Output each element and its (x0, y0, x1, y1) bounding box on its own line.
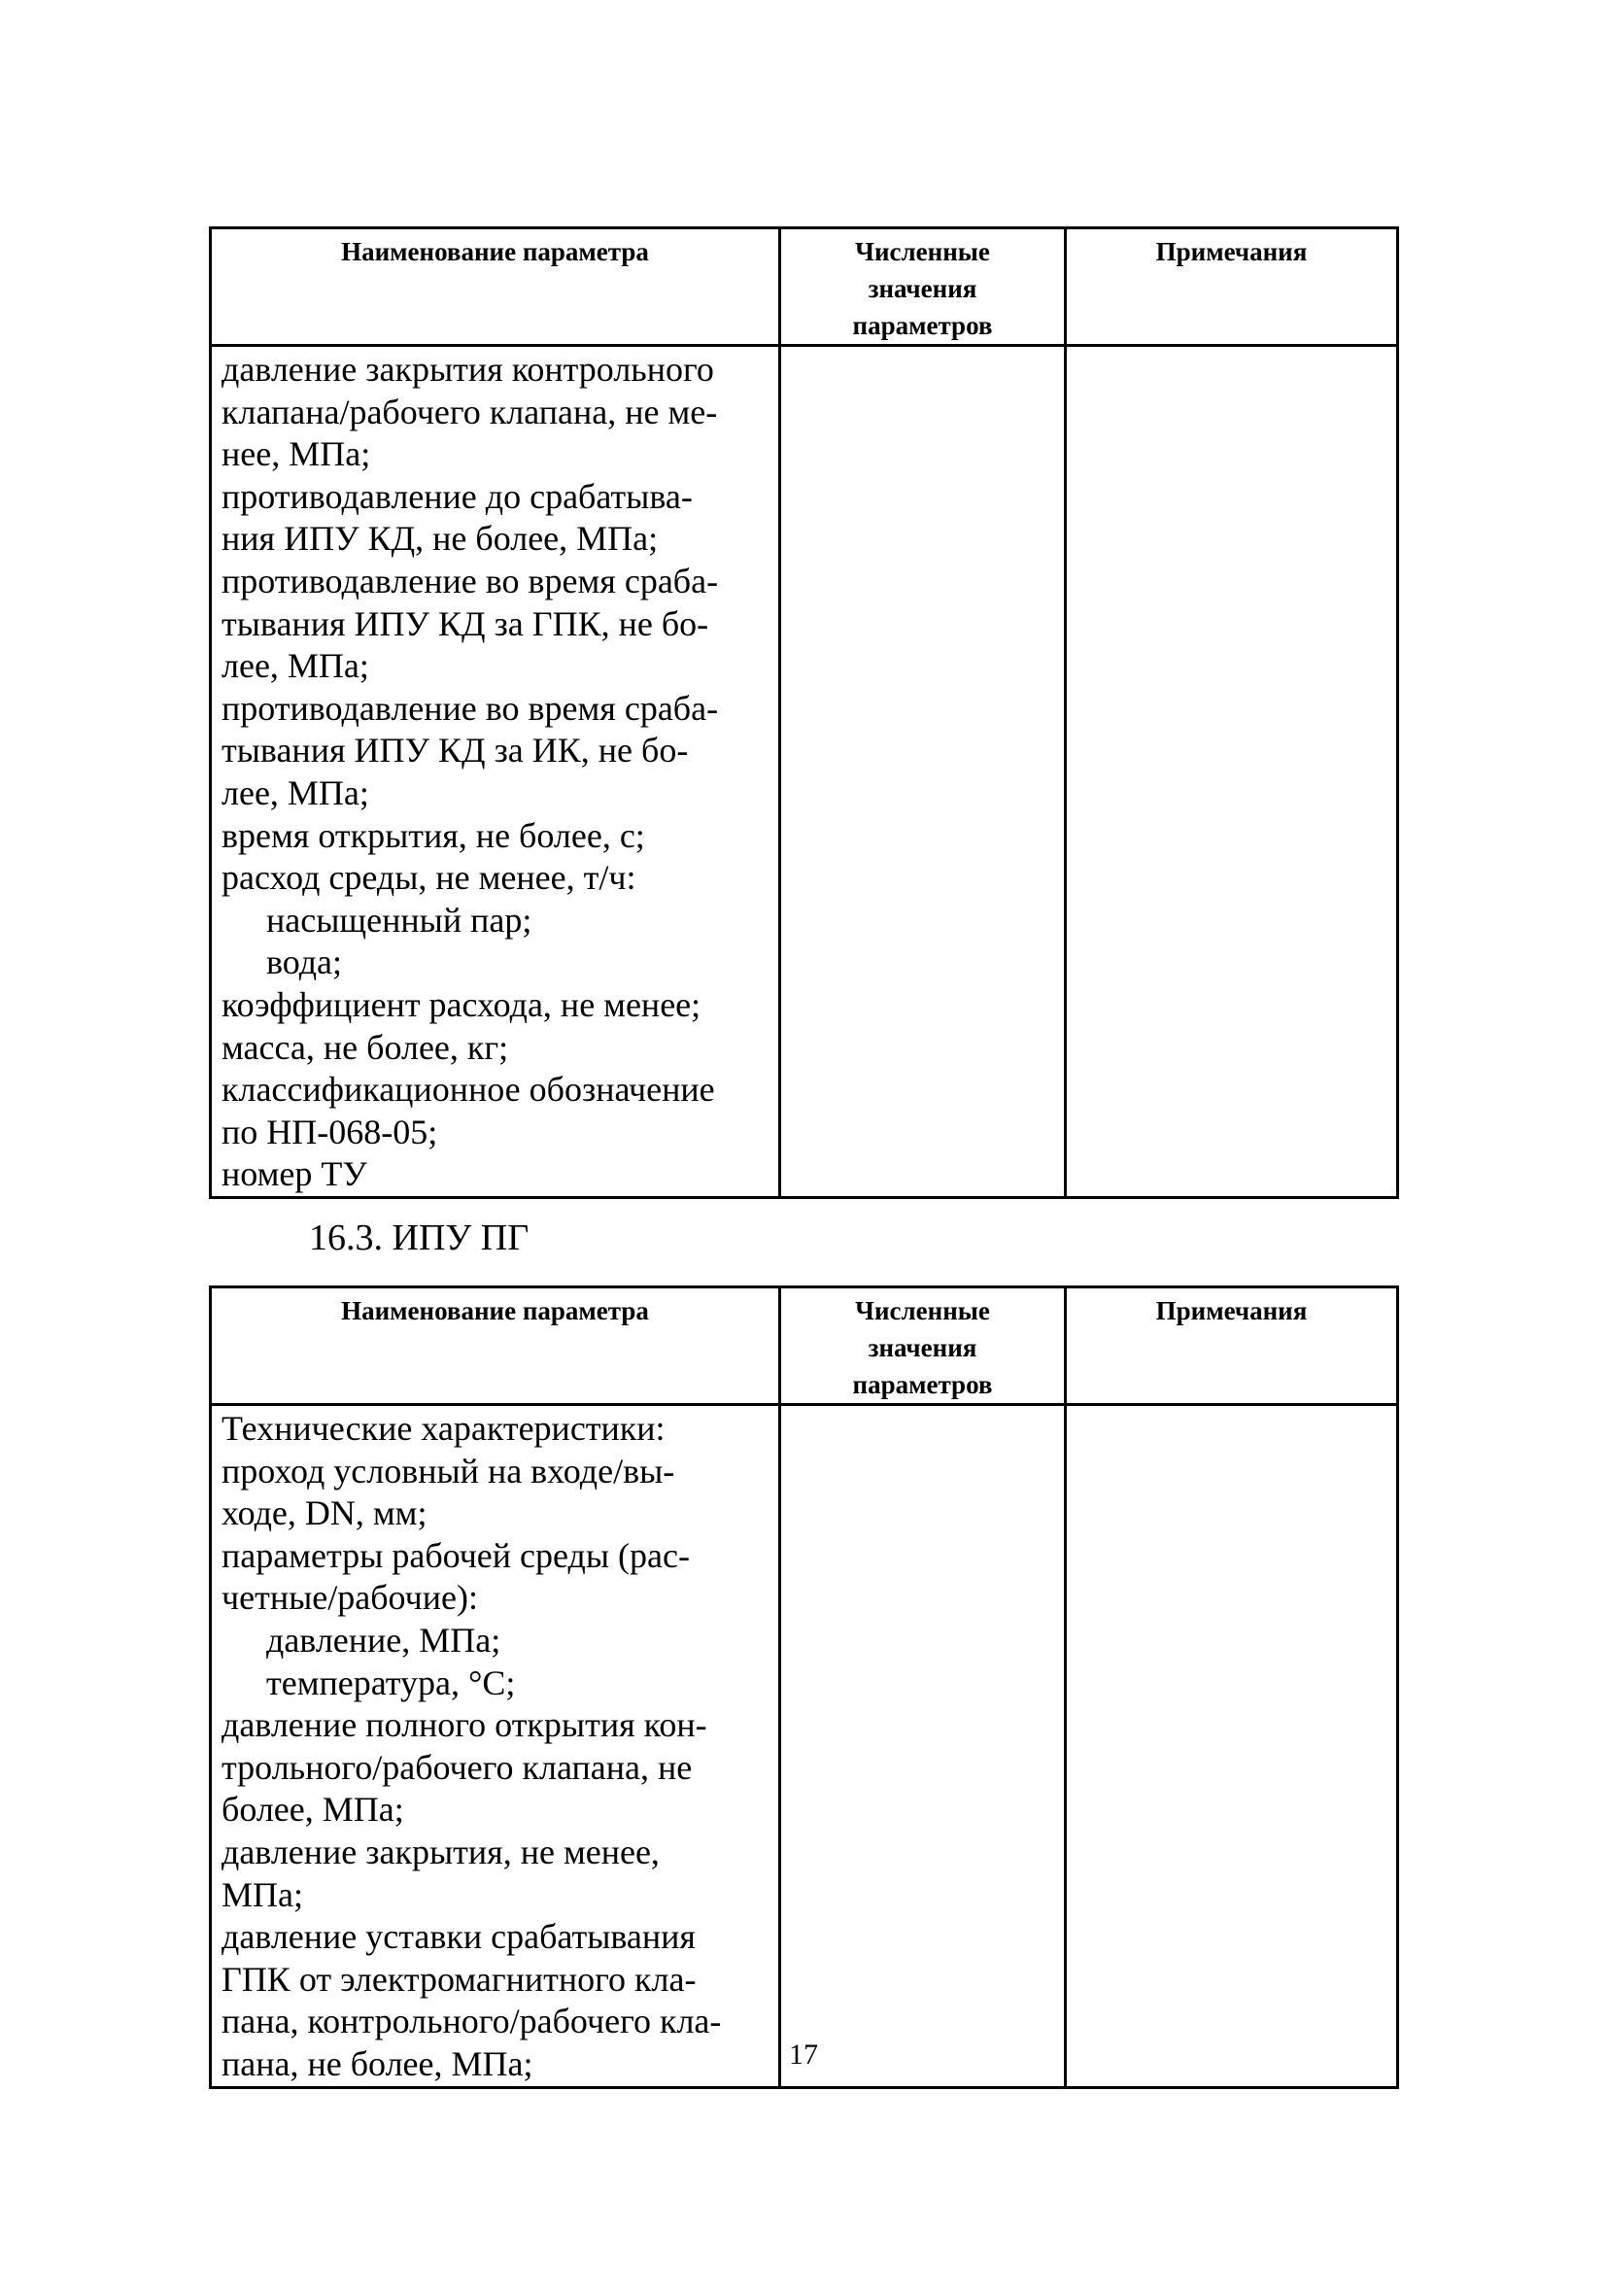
parameter-line: тывания ИПУ КД за ГПК, не бо- (222, 603, 709, 643)
header-name: Наименование параметра (211, 228, 780, 346)
parameter-line: четные/рабочие): (222, 1578, 478, 1618)
notes-cell (1066, 346, 1398, 1198)
parameters-table-2 (209, 1285, 1399, 2089)
parameter-line: проход условный на входе/вы- (222, 1451, 675, 1491)
parameter-line: противодавление во время сраба- (222, 561, 719, 600)
parameter-line: параметры рабочей среды (рас- (222, 1535, 690, 1575)
table-row (211, 1405, 1398, 2088)
header-values-line: значения (868, 1333, 977, 1362)
parameter-line: трольного/рабочего клапана, не (222, 1747, 693, 1787)
parameter-line: ходе, DN, мм; (222, 1493, 427, 1533)
page-number: 17 (789, 2039, 818, 2071)
header-notes: Примечания (1066, 228, 1398, 346)
parameters-table-1 (209, 226, 1399, 1199)
parameter-line: температура, °С; (266, 1662, 516, 1702)
parameter-line: противодавление во время сраба- (222, 688, 719, 728)
parameter-line: Технические характеристики: (222, 1409, 666, 1448)
parameter-line: давление закрытия, не менее, (222, 1832, 660, 1871)
parameter-line: насыщенный пар; (266, 900, 532, 940)
parameter-line: давление закрытия контрольного (222, 350, 714, 389)
header-values-line: значения (868, 274, 977, 303)
table-header-row (211, 228, 1398, 346)
parameter-line: давление полного открытия кон- (222, 1705, 707, 1745)
parameter-line: масса, не более, кг; (222, 1027, 509, 1067)
value-cell (780, 346, 1066, 1198)
parameter-line: МПа; (222, 1874, 303, 1914)
parameter-line: более, МПа; (222, 1790, 404, 1830)
parameter-line: давление, МПа; (266, 1620, 501, 1660)
parameter-line: номер ТУ (222, 1154, 367, 1194)
parameter-line: давление уставки срабатывания (222, 1917, 696, 1957)
table-header-row (211, 1287, 1398, 1405)
parameter-line: время открытия, не более, с; (222, 815, 645, 855)
header-notes: Примечания (1066, 1287, 1398, 1405)
header-values-line: Численные (855, 237, 990, 266)
parameter-line: пана, контрольного/рабочего кла- (222, 2002, 722, 2041)
parameter-line: лее, МПа; (222, 646, 369, 686)
parameter-name-cell (211, 1405, 780, 2088)
table-row (211, 346, 1398, 1198)
parameter-line: нее, МПа; (222, 434, 371, 474)
parameter-line: коэффициент расхода, не менее; (222, 984, 701, 1024)
header-values-line: Численные (855, 1296, 990, 1325)
parameter-line: клапана/рабочего клапана, не ме- (222, 392, 718, 431)
value-cell (780, 1405, 1066, 2088)
parameter-line: пана, не более, МПа; (222, 2043, 533, 2083)
header-values-line: параметров (852, 1370, 993, 1399)
parameter-line: противодавление до срабатыва- (222, 476, 693, 516)
notes-cell (1066, 1405, 1398, 2088)
parameter-line: классификационное обозначение (222, 1070, 715, 1110)
header-values-line: параметров (852, 311, 993, 340)
parameter-line: расход среды, не менее, т/ч: (222, 858, 636, 898)
parameter-line: ГПК от электромагнитного кла- (222, 1959, 697, 1999)
section-title: 16.3. ИПУ ПГ (309, 1217, 530, 1258)
parameter-line: тывания ИПУ КД за ИК, не бо- (222, 731, 689, 771)
parameter-line: по НП-068-05; (222, 1112, 438, 1151)
parameter-line: лее, МПа; (222, 772, 369, 812)
parameter-name-cell (211, 346, 780, 1198)
header-values (780, 228, 1066, 346)
header-values (780, 1287, 1066, 1405)
header-name: Наименование параметра (211, 1287, 780, 1405)
parameter-line: вода; (266, 942, 343, 982)
parameter-line: ния ИПУ КД, не более, МПа; (222, 519, 659, 559)
